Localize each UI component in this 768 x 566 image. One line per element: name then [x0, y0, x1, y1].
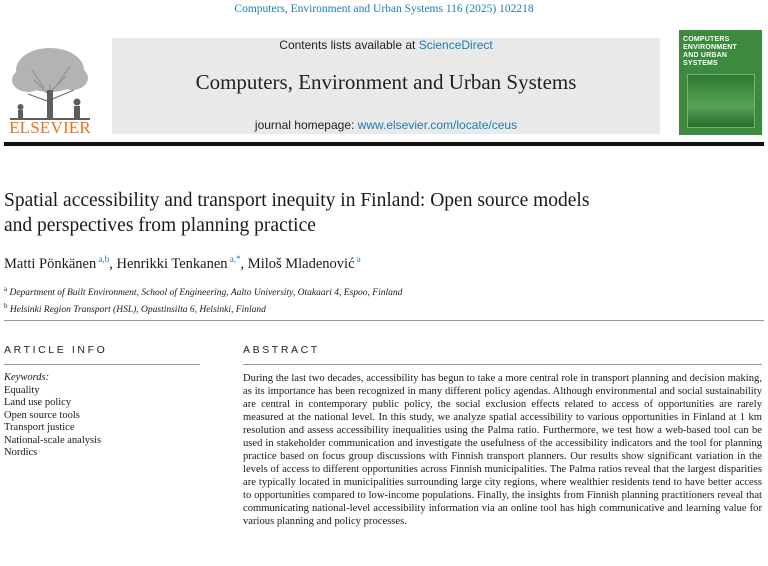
keyword-item: Nordics	[4, 447, 38, 458]
journal-cover-thumbnail[interactable]	[679, 30, 762, 135]
cover-title	[683, 36, 758, 68]
keyword-item: Equality	[4, 384, 40, 396]
article-title-line2: and perspectives from planning practice	[4, 215, 316, 236]
author-name[interactable]: Henrikki Tenkanen	[116, 255, 228, 272]
masthead-divider	[4, 142, 764, 146]
author-affiliation-marker[interactable]: a	[354, 254, 361, 264]
affiliation-text: Department of Built Environment, School of Engineering, Aalto University, Otakaari 4, Espoo, Finland	[7, 288, 403, 299]
journal-reference-link[interactable]: Computers, Environment and Urban Systems 116 (2025) 102218	[234, 3, 534, 15]
author-name[interactable]: Miloš Mladenović	[247, 255, 355, 272]
affiliation-text: Helsinki Region Transport (HSL), Opastinsilta 6, Helsinki, Finland	[7, 305, 266, 316]
journal-name: Computers, Environment and Urban Systems	[195, 70, 577, 94]
elsevier-wordmark[interactable]: ELSEVIER	[9, 118, 91, 137]
keywords-label: Keywords:	[4, 372, 50, 383]
author-name[interactable]: Matti Pönkänen	[4, 255, 97, 272]
journal-masthead	[0, 28, 768, 140]
author-list	[4, 254, 764, 273]
affiliation-marker: a	[4, 285, 8, 293]
sciencedirect-link[interactable]: ScienceDirect	[418, 38, 493, 52]
affiliation-item	[4, 283, 764, 300]
cover-title-line3: AND URBAN SYSTEMS	[683, 52, 728, 67]
journal-banner	[112, 38, 660, 134]
article-title	[4, 188, 764, 238]
article-title-line1: Spatial accessibility and transport inequity in Finland: Open source models	[4, 190, 590, 211]
author-affiliation-marker[interactable]: a,*	[227, 254, 241, 264]
keyword-item: Land use policy	[4, 397, 72, 408]
affiliation-marker: b	[4, 302, 8, 311]
article-info-rule	[4, 364, 200, 365]
cover-art	[687, 74, 755, 128]
keywords-list	[4, 385, 204, 460]
contents-prefix: Contents lists available at	[279, 38, 419, 52]
keyword-item: National-scale analysis	[4, 434, 102, 446]
keywords-block	[4, 372, 204, 460]
homepage-prefix: journal homepage:	[254, 118, 358, 132]
author-affiliation-marker[interactable]: a,b	[96, 254, 110, 264]
abstract-heading: ABSTRACT	[243, 344, 320, 356]
keyword-item: Transport justice	[4, 422, 75, 433]
journal-homepage-link[interactable]: www.elsevier.com/locate/ceus	[357, 118, 518, 132]
article-info-heading: ARTICLE INFO	[4, 344, 108, 356]
abstract-rule	[243, 364, 762, 365]
keyword-item: Open source tools	[4, 409, 80, 421]
affiliation-item	[4, 300, 764, 317]
homepage-line	[112, 118, 660, 132]
cover-title-line1: COMPUTERS	[683, 36, 730, 43]
author-separator: ,	[109, 255, 117, 272]
affiliation-divider	[4, 320, 764, 321]
affiliation-list	[4, 283, 764, 317]
abstract-text: During the last two decades, accessibility has begun to take a more central role in transport planning and decision making, as its importance has been recognized in many different policy agendas. Although environmental and social sustainability are central in contemporary public policy, the social exclusion effects related to access of opportunities are rarely measured at the national level. In this study, we analyze spatial accessibility to various opportunities in Finland at 1 km resolution and assess accessibility inequalities using the Palma ratio. Furthermore, we test how a web-based tool can be used in stakeholder communication and investigate the usefulness of the accessibility indicators and the tool for planning practice based on focus group discussions with Finnish transport planners. Our results show significant variation in the levels of access to different opportunities across Finnish municipalities. The Palma ratios reveal that the largest disparities are typically located in municipalities surrounding large city regions, where wealthier residents tend to have better access to opportunities compared to low-income populations. Finally, the insights from Finnish planning practitioners reveal that communicating national-level accessibility information via an online tool has high communicative and learning value for various planning and policy processes.	[243, 373, 762, 527]
contents-line	[112, 38, 660, 52]
cover-title-line2: ENVIRONMENT	[683, 44, 737, 51]
author-separator: ,	[240, 255, 248, 272]
